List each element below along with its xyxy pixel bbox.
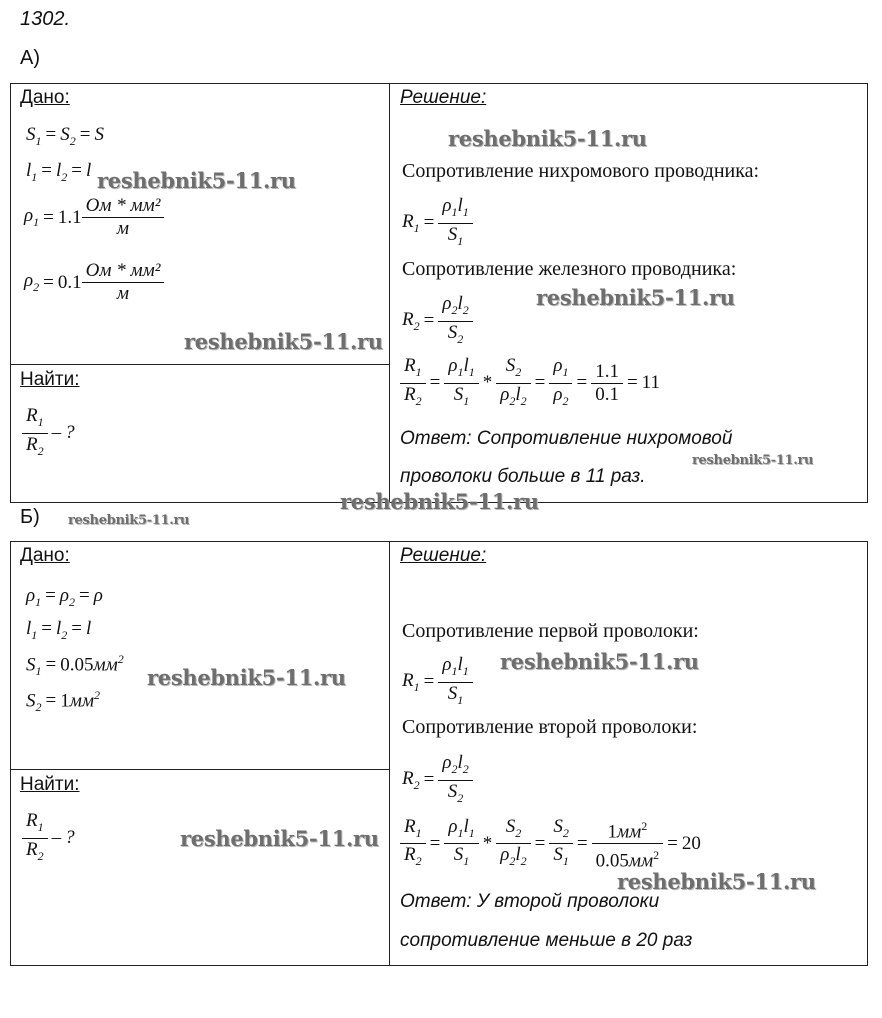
formula-ratio-a: $\frac{R_1}{R_2}$ = $\frac{\rho_1l_1}{S_1}$ * $\frac{S_2}{\rho_2l_2}$ = $\frac{\rho_1}{\rho_2}$ = $\frac{1.1}{0.1}$ = 11 [400,355,660,412]
solution-text1-a: Сопротивление нихромового проводника: [402,160,760,182]
given-l-eq-b: $l_1 = l_2 = l$ [26,618,92,642]
given-title-a: Дано: [20,87,70,108]
given-s-eq-a: $S_1 = S_2 = S$ [26,124,104,148]
find-title-b: Найти: [20,774,80,795]
watermark: reshebnik5-11.ru [500,649,699,674]
watermark: reshebnik5-11.ru [184,329,383,354]
solution-text1-b: Сопротивление первой проволоки: [402,620,699,642]
watermark: reshebnik5-11.ru [617,869,816,894]
part-a-label: А) [20,47,40,69]
problem-number: 1302. [20,8,71,30]
solution-text2-b: Сопротивление второй проволоки: [402,716,698,738]
answer-line1-b: Ответ: У второй проволоки [400,891,660,912]
given-l-eq-a: $l_1 = l_2 = l$ [26,160,92,184]
formula-ratio-b: $\frac{R_1}{R_2}$ = $\frac{\rho_1l_1}{S_1}$ * $\frac{S_2}{\rho_2l_2}$ = $\frac{S_2}{S_1}$ = $\frac{1мм^2}{0.05мм^2}$ = 20 [400,815,701,873]
find-title-a: Найти: [20,369,80,390]
formula-r2-b: $R_2$ = $\frac{\rho_2l_2}{S_2}$ [402,752,473,809]
given-s2-b: $S_2 = 1мм^2$ [26,688,100,715]
watermark: reshebnik5-11.ru [448,126,647,151]
find-ratio-b: $\frac{R_1}{R_2}$ – ? [22,810,75,867]
watermark: reshebnik5-11.ru [147,665,346,690]
answer-line2-b: сопротивление меньше в 20 раз [400,930,693,951]
given-rho1-a: $\rho_1$ = 1.1 $\frac{\text{Ом * мм²}}{м}$ [24,195,164,240]
find-ratio-a: $\frac{R_1}{R_2}$ – ? [22,405,75,462]
formula-r1-b: $R_1$ = $\frac{\rho_1l_1}{S_1}$ [402,654,473,711]
formula-r1-a: $R_1$ = $\frac{\rho_1l_1}{S_1}$ [402,195,473,252]
solution-title-b: Решение: [400,545,487,566]
given-rho2-a: $\rho_2$ = 0.1 $\frac{\text{Ом * мм²}}{м}$ [24,260,164,305]
answer-line2-a: проволоки больше в 11 раз. [400,466,646,487]
watermark: reshebnik5-11.ru [340,489,539,514]
watermark: reshebnik5-11.ru [97,168,296,193]
watermark: reshebnik5-11.ru [68,513,190,528]
answer-line1-a: Ответ: Сопротивление нихромовой [400,428,733,449]
given-s1-b: $S_1 = 0.05мм^2$ [26,652,124,679]
watermark: reshebnik5-11.ru [692,453,814,468]
watermark: reshebnik5-11.ru [180,826,379,851]
given-title-b: Дано: [20,545,70,566]
solution-text2-a: Сопротивление железного проводника: [402,258,737,280]
formula-r2-a: $R_2$ = $\frac{\rho_2l_2}{S_2}$ [402,293,473,350]
solution-title-a: Решение: [400,87,487,108]
given-rho-eq-b: $\rho_1 = \rho_2 = \rho$ [26,585,103,609]
part-b-label: Б) [20,506,40,528]
watermark: reshebnik5-11.ru [536,285,735,310]
